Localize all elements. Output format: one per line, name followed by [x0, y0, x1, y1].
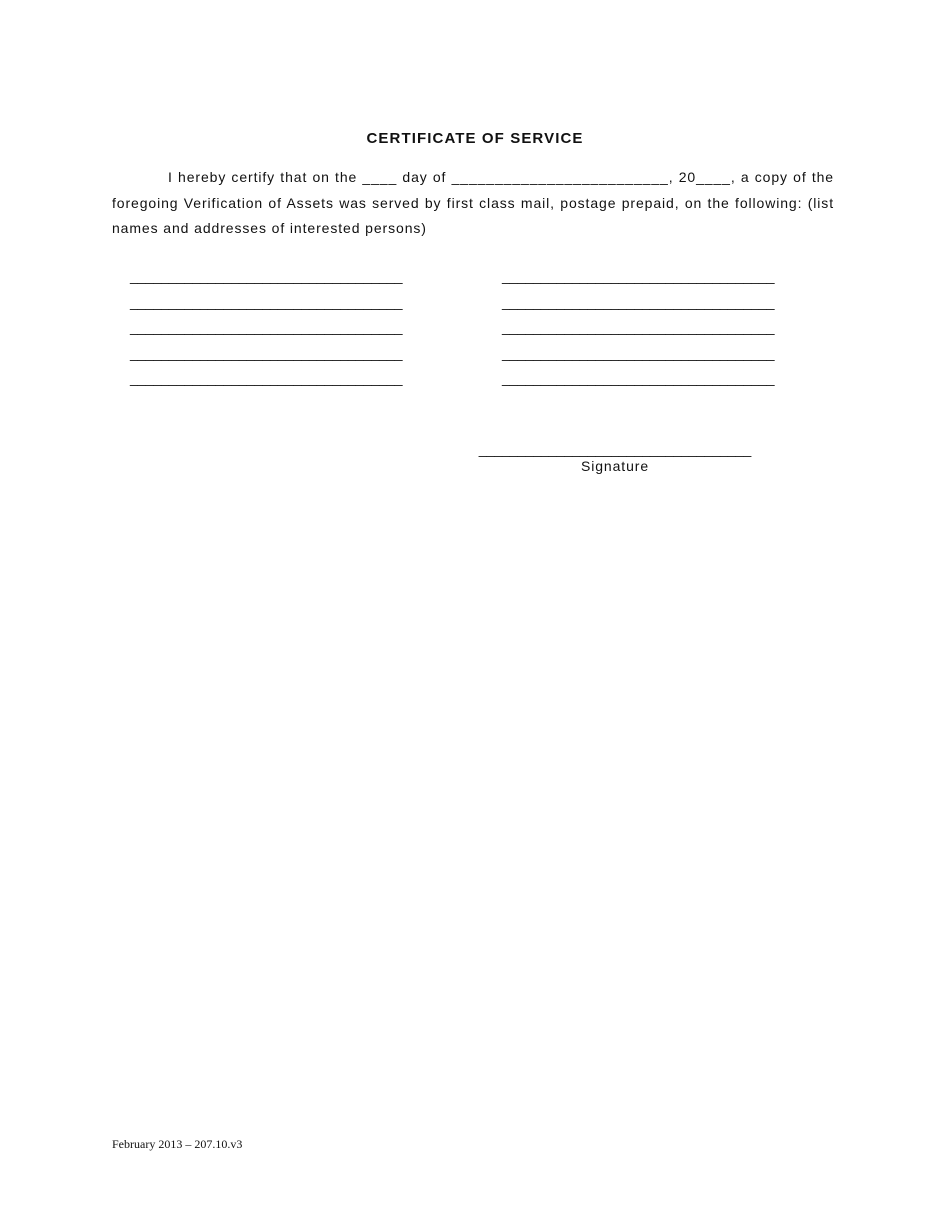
document-title: CERTIFICATE OF SERVICE	[366, 130, 584, 147]
certification-paragraph: I hereby certify that on the ____ day of _________________________, 20____, a copy of the foregoing Verification of Assets was served by first class mail, postage prepaid, on the following: (list names and addresses of interested persons)	[112, 169, 834, 236]
address-blanks-right	[502, 264, 775, 392]
address-blank-line: ___________________________________	[502, 268, 775, 284]
address-blank-line: ___________________________________	[130, 370, 403, 386]
address-blank-line: ___________________________________	[502, 293, 775, 310]
address-blank-line: ___________________________________	[130, 319, 403, 335]
address-blank-line: ___________________________________	[502, 370, 775, 386]
signature-line: ___________________________________	[478, 441, 752, 457]
footer-version: February 2013 – 207.10.v3	[112, 1137, 243, 1151]
address-blank-line: ___________________________________	[502, 319, 775, 335]
signature-block	[467, 440, 763, 474]
signature-label: Signature	[580, 458, 650, 474]
address-blank-line: ___________________________________	[502, 344, 775, 361]
address-blanks-left	[130, 264, 403, 392]
address-blank-line: ___________________________________	[130, 268, 403, 284]
address-blank-line: ___________________________________	[130, 293, 403, 310]
address-blank-line: ___________________________________	[130, 344, 403, 361]
